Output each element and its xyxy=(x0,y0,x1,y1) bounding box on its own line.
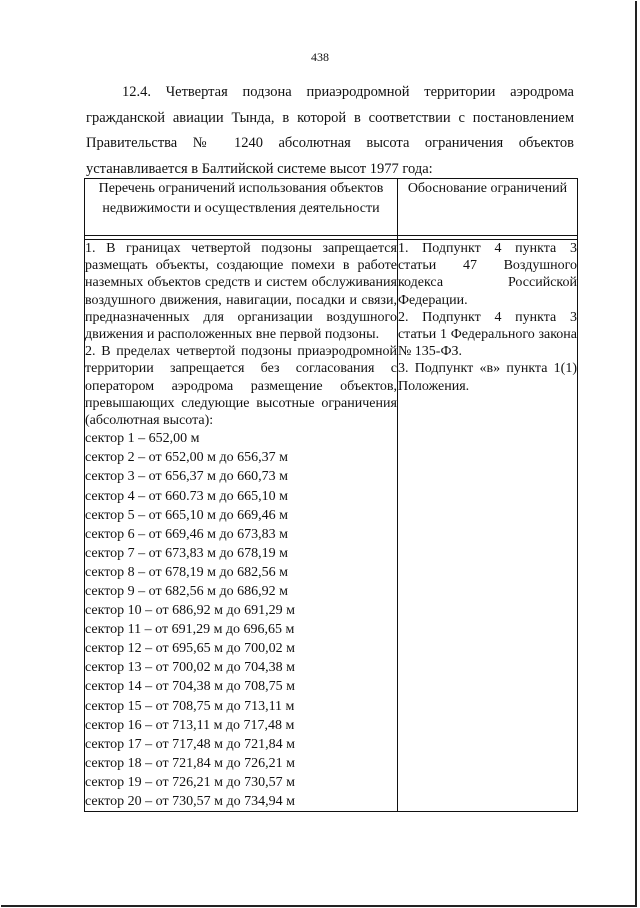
restrictions-table xyxy=(84,178,578,812)
sector-item: сектор 16 – от 713,11 м до 717,48 м xyxy=(85,717,295,733)
page-number: 438 xyxy=(311,50,329,64)
table-body-row xyxy=(85,240,578,812)
intro-paragraph: 12.4. Четвертая подзона приаэродромной территории аэродрома гражданской авиации Тында, в которой в соответствии с постановлением Правительства № 1240 абсолютная высота ограничения объектов устанавливается в Балтийской системе высот 1977 года: xyxy=(86,84,574,177)
sector-item: сектор 20 – от 730,57 м до 734,94 м xyxy=(85,794,295,810)
justification-item-3: 3. Подпункт «в» пункта 1(1) Положения. xyxy=(397,361,577,394)
sector-item: сектор 6 – от 669,46 м до 673,83 м xyxy=(85,526,288,542)
sector-item: сектор 5 – от 665,10 м до 669,46 м xyxy=(85,507,288,523)
sector-item: сектор 3 – от 656,37 м до 660,73 м xyxy=(85,469,288,485)
sector-item: сектор 1 – 652,00 м xyxy=(85,431,200,447)
sector-item: сектор 13 – от 700,02 м до 704,38 м xyxy=(85,660,295,676)
sector-item: сектор 17 – от 717,48 м до 721,84 м xyxy=(85,736,295,752)
sector-item: сектор 12 – от 695,65 м до 700,02 м xyxy=(85,641,295,657)
header-restrictions-list: Перечень ограничений использования объектов недвижимости и осуществления деятельности xyxy=(85,179,398,236)
justification-item-2: 2. Подпункт 4 пункта 3 статьи 1 Федерального закона № 135-ФЗ. xyxy=(397,309,577,360)
restriction-item-1: 1. В границах четвертой подзоны запрещается размещать объекты, создающие помехи в работе наземных объектов средств и систем обслуживания воздушного движения, навигации, посадки и связи, предназначенных для организации воздушного движения и расположенных вне первой подзоны. xyxy=(85,241,397,343)
sector-item: сектор 9 – от 682,56 м до 686,92 м xyxy=(85,583,288,599)
restrictions-cell xyxy=(85,240,398,812)
table-header-row xyxy=(85,179,578,236)
restriction-item-2: 2. В пределах четвертой подзоны приаэродромной территории запрещается без согласования с оператором аэродрома размещение объектов, превышающих следующие высотные ограничения (абсолютная высота): xyxy=(85,344,397,429)
sector-item: сектор 2 – от 652,00 м до 656,37 м xyxy=(85,450,288,466)
sector-item: сектор 4 – от 660.73 м до 665,10 м xyxy=(85,488,288,504)
sector-item: сектор 14 – от 704,38 м до 708,75 м xyxy=(85,679,295,695)
header-justification: Обоснование ограничений xyxy=(397,179,577,236)
sector-item: сектор 18 – от 721,84 м до 726,21 м xyxy=(85,755,295,771)
sector-item: сектор 11 – от 691,29 м до 696,65 м xyxy=(85,622,295,638)
sector-item: сектор 10 – от 686,92 м до 691,29 м xyxy=(85,603,295,619)
sector-item: сектор 7 – от 673,83 м до 678,19 м xyxy=(85,545,288,561)
sector-item: сектор 15 – от 708,75 м до 713,11 м xyxy=(85,698,295,714)
justification-item-1: 1. Подпункт 4 пункта 3 статьи 47 Воздушного кодекса Российской Федерации. xyxy=(397,241,577,308)
sector-item: сектор 8 – от 678,19 м до 682,56 м xyxy=(85,564,288,580)
sector-list xyxy=(85,429,397,811)
sector-item: сектор 19 – от 726,21 м до 730,57 м xyxy=(85,774,295,790)
justification-cell xyxy=(397,240,577,812)
